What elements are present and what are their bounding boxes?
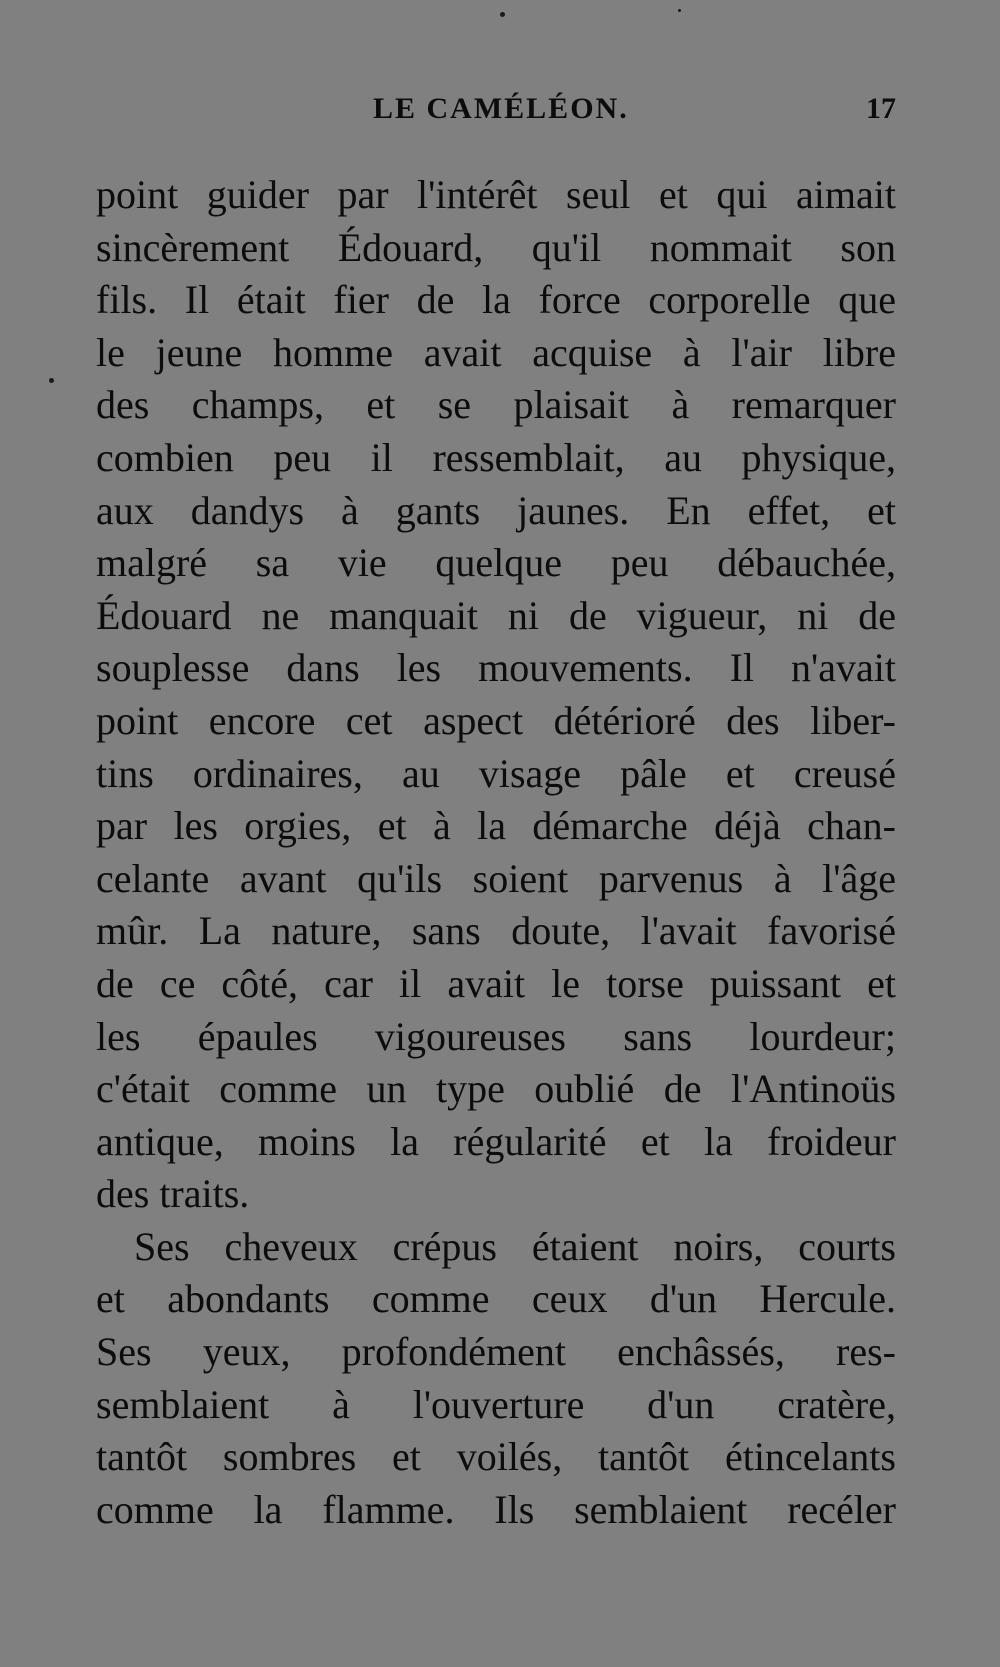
- text-line: souplesse dans les mouvements. Il n'avait: [96, 645, 896, 691]
- text-line: sincèrement Édouard, qu'il nommait son: [96, 224, 896, 270]
- text-line: combien peu il ressemblait, au physique,: [96, 434, 896, 480]
- page-number: 17: [866, 92, 896, 125]
- running-title: LE CAMÉLÉON.: [373, 92, 629, 125]
- text-line: et abondants comme ceux d'un Hercule.: [96, 1276, 896, 1322]
- text-line: tins ordinaires, au visage pâle et creusé: [96, 750, 896, 796]
- text-line: mûr. La nature, sans doute, l'avait favorisé: [96, 908, 896, 954]
- text-line: Ses yeux, profondément enchâssés, res-: [96, 1329, 896, 1375]
- paragraph-1: [96, 169, 896, 1221]
- text-line: fils. Il était fier de la force corporelle que: [96, 277, 896, 323]
- text-line: des champs, et se plaisait à remarquer: [96, 382, 896, 428]
- text-line: Édouard ne manquait ni de vigueur, ni de: [96, 592, 896, 638]
- text-line: de ce côté, car il avait le torse puissant et: [96, 960, 896, 1006]
- print-speck: [678, 9, 681, 12]
- text-line: Ses cheveux crépus étaient noirs, courts: [134, 1223, 896, 1269]
- text-line: point guider par l'intérêt seul et qui aimait: [96, 172, 896, 217]
- text-line: point encore cet aspect détérioré des liber-: [96, 697, 896, 743]
- text-line: des traits.: [96, 1171, 250, 1217]
- text-line: aux dandys à gants jaunes. En effet, et: [96, 487, 896, 533]
- body-text: [96, 169, 896, 1536]
- text-line: comme la flamme. Ils semblaient recéler: [96, 1486, 896, 1532]
- text-line: semblaient à l'ouverture d'un cratère,: [96, 1381, 896, 1427]
- text-line: celante avant qu'ils soient parvenus à l'âge: [96, 855, 896, 901]
- text-line: malgré sa vie quelque peu débauchée,: [96, 540, 896, 586]
- paragraph-2: [96, 1221, 896, 1537]
- text-line: tantôt sombres et voilés, tantôt étincelants: [96, 1434, 896, 1480]
- text-line: les épaules vigoureuses sans lourdeur;: [96, 1013, 896, 1059]
- print-speck: [49, 378, 54, 383]
- text-line: le jeune homme avait acquise à l'air libre: [96, 329, 896, 375]
- running-head: [96, 92, 896, 136]
- print-speck: [500, 12, 505, 17]
- text-line: par les orgies, et à la démarche déjà chan-: [96, 803, 896, 849]
- text-line: antique, moins la régularité et la froideur: [96, 1118, 896, 1164]
- text-line: c'était comme un type oublié de l'Antinoüs: [96, 1066, 896, 1112]
